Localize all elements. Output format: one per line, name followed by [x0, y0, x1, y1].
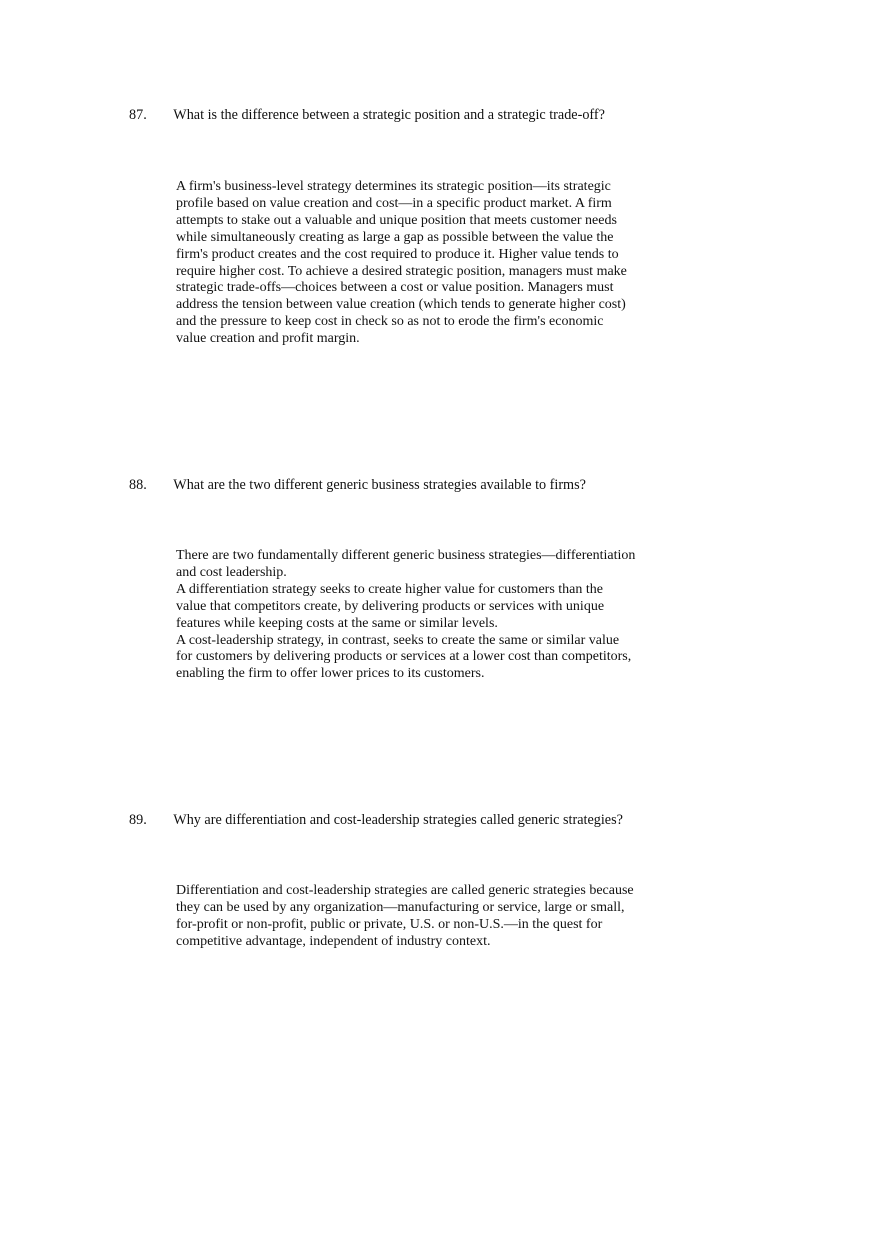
question-text: What are the two different generic business strategies available to firms?	[173, 477, 586, 493]
question-text: Why are differentiation and cost-leadership strategies called generic strategies?	[173, 812, 623, 828]
question-87	[129, 106, 749, 124]
answer-line: competitive advantage, independent of industry context.	[176, 933, 491, 949]
answer-line: while simultaneously creating as large a gap as possible between the value the	[176, 229, 614, 245]
answer-line: strategic trade-offs—choices between a cost or value position. Managers must	[176, 280, 614, 296]
answer-line: enabling the firm to offer lower prices to its customers.	[176, 666, 485, 682]
question-number: 88.	[129, 477, 147, 493]
answer-line: There are two fundamentally different generic business strategies—differentiation	[176, 548, 636, 563]
answer-line: and the pressure to keep cost in check so as not to erode the firm's economic	[176, 314, 604, 330]
answer-line: attempts to stake out a valuable and unique position that meets customer needs	[176, 212, 617, 228]
question-number: 87.	[129, 107, 147, 123]
answer-line: A cost-leadership strategy, in contrast, seeks to create the same or similar value	[176, 632, 620, 648]
answer-line: they can be used by any organization—manufacturing or service, large or small,	[176, 899, 625, 915]
question-number: 89.	[129, 812, 147, 828]
question-text: What is the difference between a strategic position and a strategic trade-off?	[173, 107, 605, 123]
question-88	[129, 476, 749, 494]
answer-line: Differentiation and cost-leadership strategies are called generic strategies because	[176, 883, 634, 898]
answer-line: value that competitors create, by delivering products or services with unique	[176, 598, 605, 614]
answer-line: firm's product creates and the cost required to produce it. Higher value tends to	[176, 246, 619, 262]
question-89	[129, 811, 749, 829]
answer-line: for-profit or non-profit, public or private, U.S. or non-U.S.—in the quest for	[176, 916, 603, 932]
answer-line: and cost leadership.	[176, 564, 287, 580]
answer-87	[176, 179, 656, 348]
answer-line: A firm's business-level strategy determines its strategic position—its strategic	[176, 179, 611, 194]
answer-line: address the tension between value creation (which tends to generate higher cost)	[176, 297, 626, 313]
answer-line: value creation and profit margin.	[176, 331, 360, 347]
answer-89	[176, 883, 656, 951]
answer-line: profile based on value creation and cost—in a specific product market. A firm	[176, 195, 612, 211]
answer-line: features while keeping costs at the same or similar levels.	[176, 615, 498, 631]
answer-line: require higher cost. To achieve a desired strategic position, managers must make	[176, 263, 627, 279]
answer-88	[176, 548, 656, 683]
answer-line: A differentiation strategy seeks to create higher value for customers than the	[176, 581, 603, 597]
answer-line: for customers by delivering products or services at a lower cost than competitors,	[176, 649, 632, 665]
